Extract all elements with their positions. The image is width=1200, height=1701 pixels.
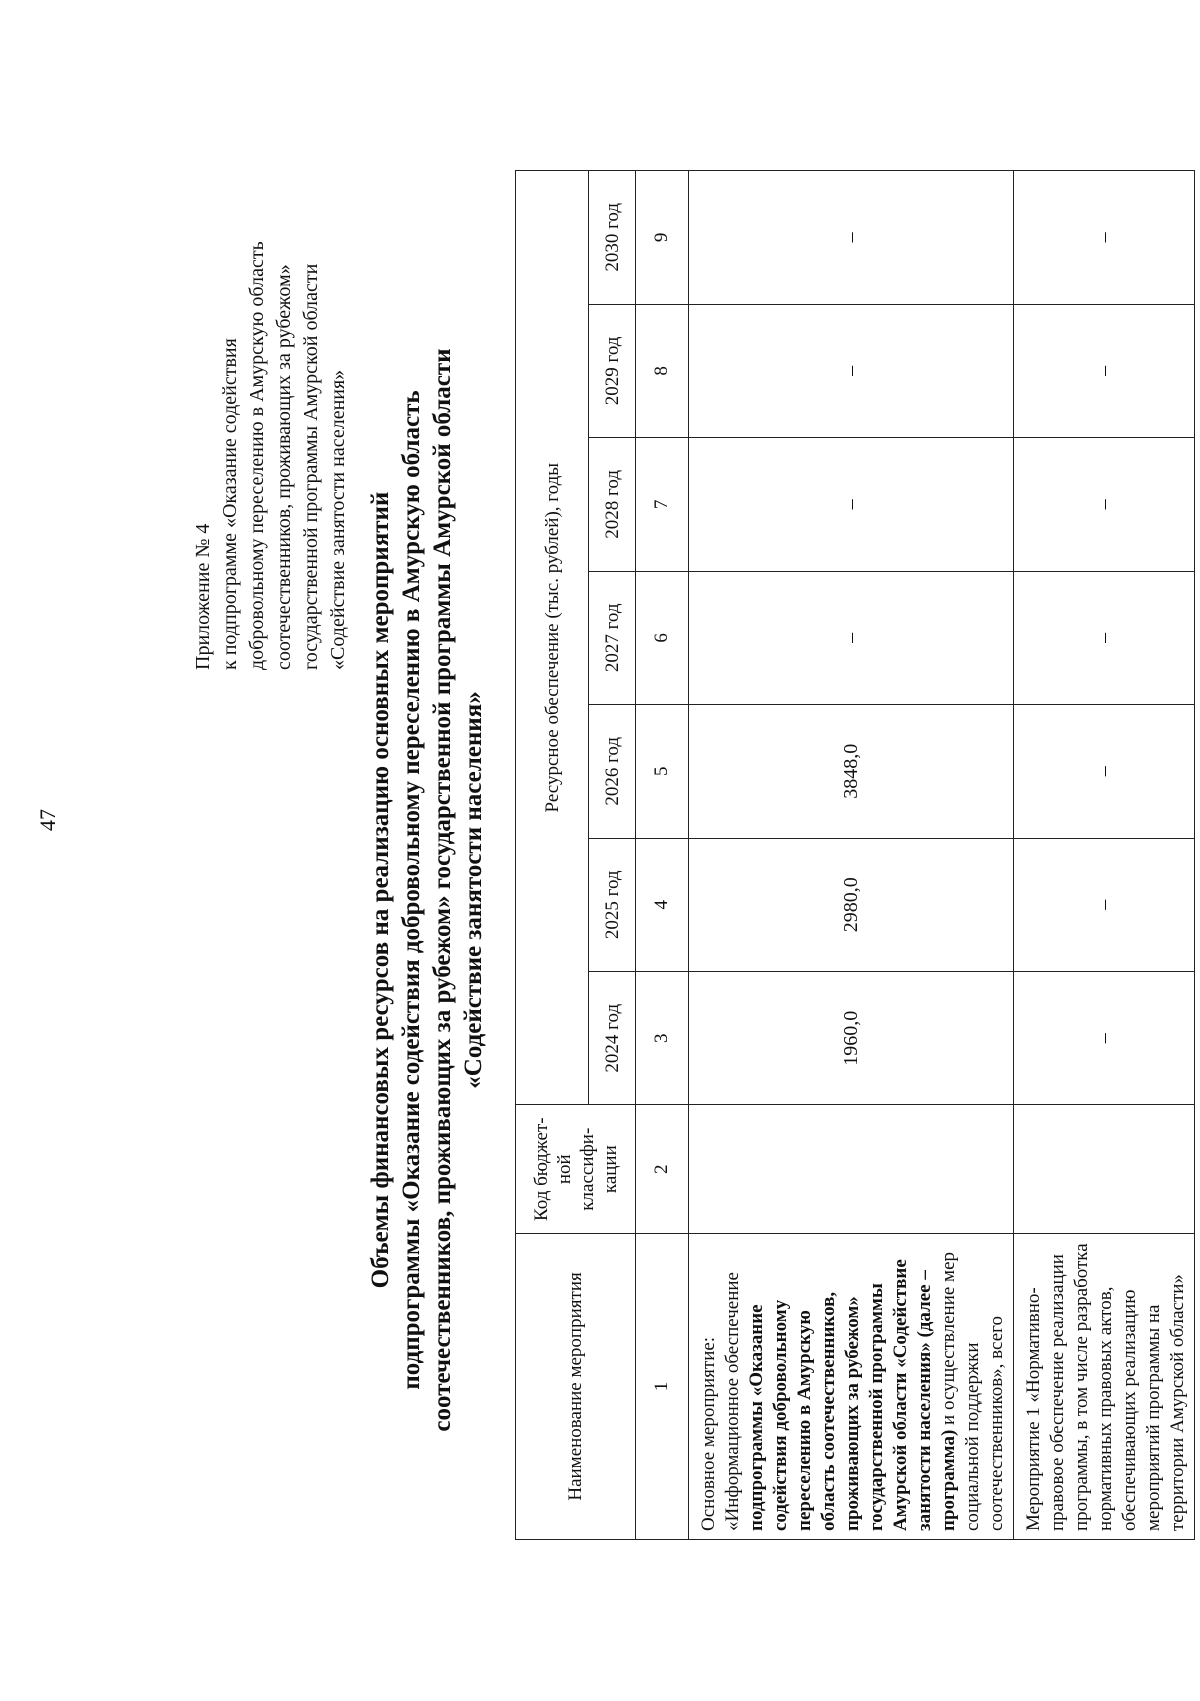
value-cell: – bbox=[1014, 571, 1195, 704]
year-header: 2029 год bbox=[589, 304, 636, 437]
value-cell: – bbox=[1014, 304, 1195, 437]
value-cell: 2980,0 bbox=[689, 838, 1014, 971]
budget-code bbox=[1014, 1105, 1195, 1233]
column-number: 4 bbox=[636, 838, 689, 971]
column-number: 1 bbox=[636, 1233, 689, 1539]
appendix-line: добровольному переселению в Амурскую область bbox=[246, 241, 268, 670]
column-number: 7 bbox=[636, 438, 689, 571]
column-number: 9 bbox=[636, 171, 689, 305]
column-number: 5 bbox=[636, 705, 689, 838]
appendix-line: «Содействие занятости населения» bbox=[327, 369, 349, 670]
value-cell: – bbox=[1014, 171, 1195, 305]
activity-name bbox=[689, 1233, 1014, 1539]
col-name-header: Наименование мероприятия bbox=[516, 1233, 636, 1539]
year-header: 2030 год bbox=[589, 171, 636, 305]
appendix-note bbox=[190, 150, 352, 670]
table-row bbox=[689, 171, 1014, 1540]
value-cell: 1960,0 bbox=[689, 971, 1014, 1104]
value-cell: – bbox=[1014, 705, 1195, 838]
year-header: 2028 год bbox=[589, 438, 636, 571]
appendix-line: государственной программы Амурской области bbox=[300, 263, 322, 670]
appendix-line: соотечественников, проживающих за рубежом» bbox=[273, 264, 295, 670]
title-line: соотечественников, проживающих за рубежом» государственной программы Амурской области bbox=[429, 348, 456, 1432]
title-line: «Содействие занятости населения» bbox=[460, 691, 487, 1089]
budget-code bbox=[689, 1105, 1014, 1233]
title-line: Объемы финансовых ресурсов на реализацию основных мероприятий bbox=[367, 491, 394, 1289]
resources-header: Ресурсное обеспечение (тыс. рублей), годы bbox=[516, 171, 589, 1105]
page-number: 47 bbox=[35, 809, 60, 831]
value-cell: – bbox=[689, 438, 1014, 571]
document-title bbox=[365, 260, 489, 1520]
year-header: 2026 год bbox=[589, 705, 636, 838]
value-cell: – bbox=[1014, 838, 1195, 971]
activity-name: Мероприятие 1 «Нормативно-правовое обеспечение реализации программы, в том числе разработка нормативных правовых актов, обеспечивающих реализацию мероприятий программы на территории Амурской области» bbox=[1014, 1233, 1195, 1539]
financing-table bbox=[515, 170, 1195, 1540]
appendix-line: к подпрограмме «Оказание содействия bbox=[219, 338, 241, 670]
value-cell: – bbox=[689, 571, 1014, 704]
column-number-row bbox=[636, 171, 689, 1540]
table-row bbox=[1014, 171, 1195, 1540]
activity-name-text: и осуществление мер социальной поддержки соотечественников», всего bbox=[938, 1251, 1007, 1531]
title-line: подпрограммы «Оказание содействия добровольному переселению в Амурскую область bbox=[398, 390, 425, 1390]
year-header: 2024 год bbox=[589, 971, 636, 1104]
header-row bbox=[516, 171, 589, 1540]
rotated-content bbox=[45, 100, 1188, 1600]
column-number: 8 bbox=[636, 304, 689, 437]
value-cell: – bbox=[689, 304, 1014, 437]
value-cell: – bbox=[689, 171, 1014, 305]
year-header: 2027 год bbox=[589, 571, 636, 704]
activity-name-bold: подпрограммы «Оказание содействия добровольному переселению в Амурскую область соотечественников, проживающих за рубежом» государственной программы Амурской области «Содействие занятости населения» (далее – программа) bbox=[746, 1259, 959, 1531]
year-header: 2025 год bbox=[589, 838, 636, 971]
activity-name-text: «Информационное обеспечение bbox=[722, 1272, 743, 1531]
column-number: 3 bbox=[636, 971, 689, 1104]
col-code-header: Код бюджет-ной классифи-кации bbox=[516, 1105, 636, 1233]
value-cell: – bbox=[1014, 438, 1195, 571]
column-number: 6 bbox=[636, 571, 689, 704]
column-number: 2 bbox=[636, 1105, 689, 1233]
value-cell: – bbox=[1014, 971, 1195, 1104]
value-cell: 3848,0 bbox=[689, 705, 1014, 838]
activity-name-text: Основное мероприятие: bbox=[698, 1336, 719, 1531]
appendix-line: Приложение № 4 bbox=[192, 523, 214, 670]
